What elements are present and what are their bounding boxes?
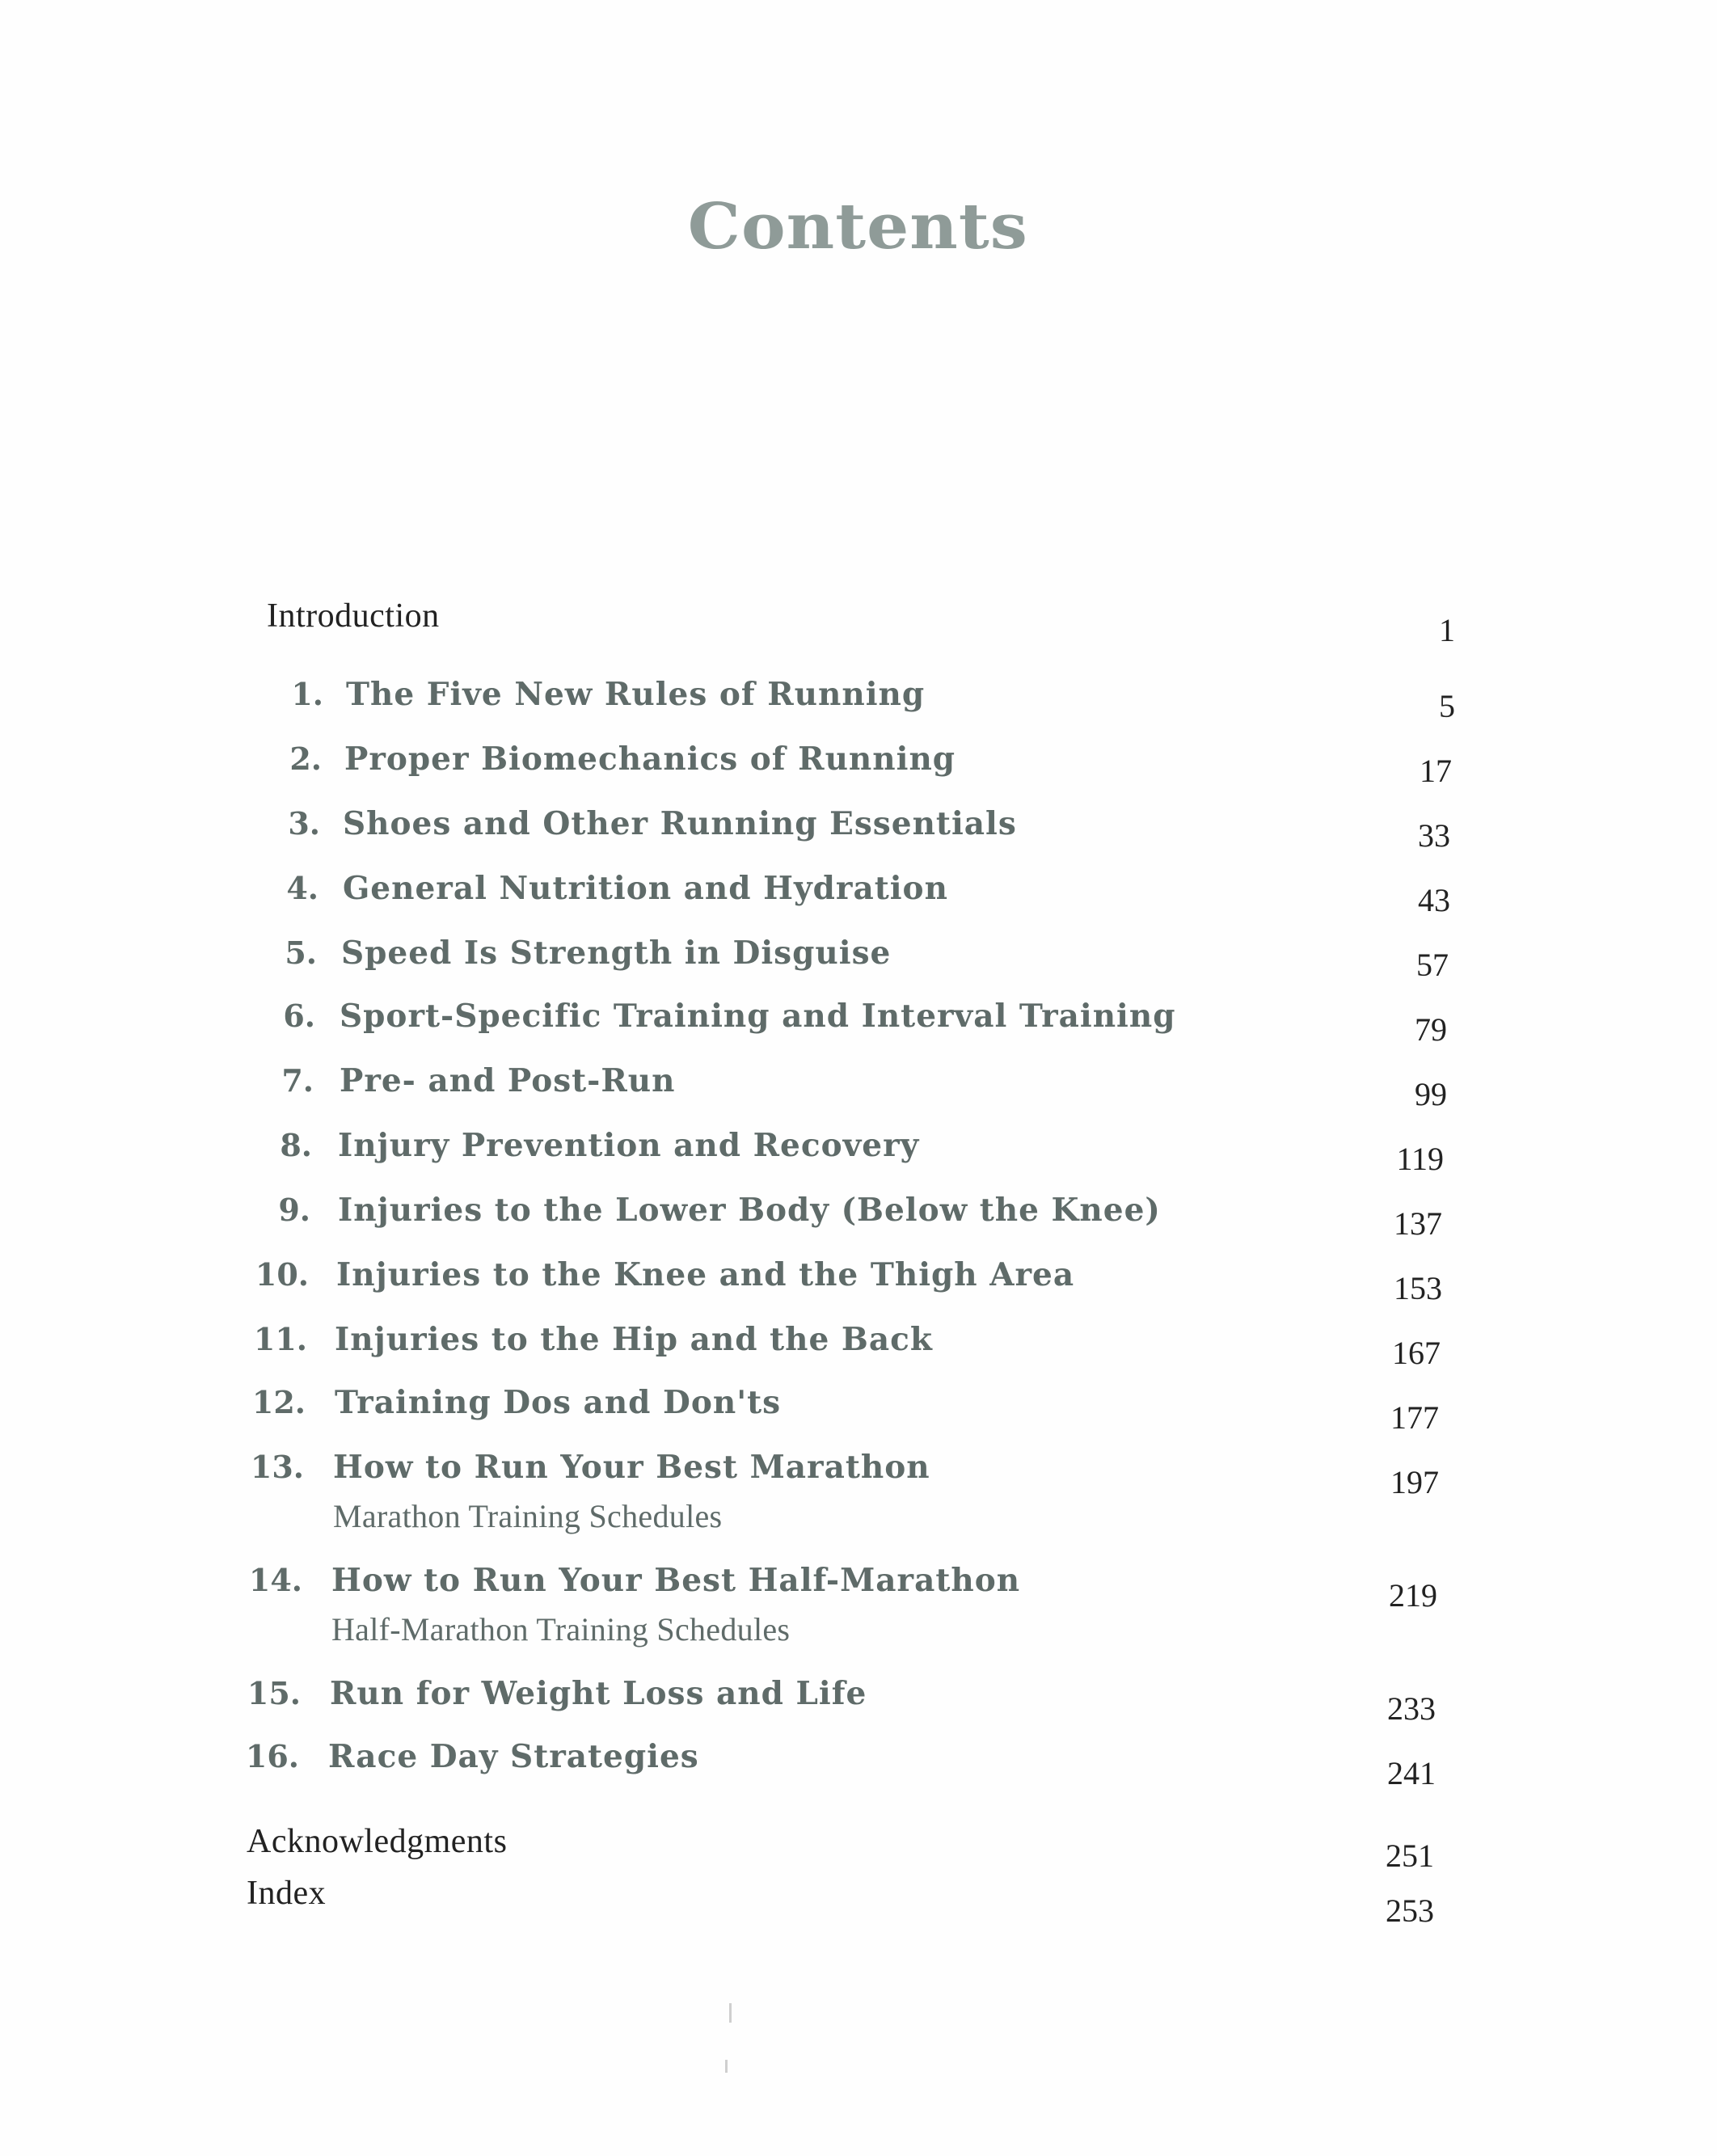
toc-intro-page: 1 <box>1439 612 1455 648</box>
chapter-subtitle: Marathon Training Schedules <box>333 1498 723 1534</box>
page-title: Contents <box>687 190 1028 264</box>
chapter-title: Sport-Specific Training and Interval Training <box>340 998 1176 1035</box>
toc-index-label: Index <box>247 1875 327 1912</box>
chapter-title: Race Day Strategies <box>328 1738 699 1775</box>
chapter-page: 197 <box>1390 1464 1439 1500</box>
chapter-number: 2. <box>289 740 322 777</box>
chapter-number: 13. <box>250 1449 304 1485</box>
chapter-number: 12. <box>251 1384 306 1420</box>
chapter-number: 1. <box>291 676 323 712</box>
scan-mark <box>725 2060 728 2073</box>
chapter-page: 177 <box>1390 1399 1439 1436</box>
chapter-page: 5 <box>1439 688 1455 724</box>
toc-acknowledgments-page: 251 <box>1386 1837 1434 1874</box>
chapter-title: The Five New Rules of Running <box>346 676 926 713</box>
chapter-page: 219 <box>1389 1577 1437 1614</box>
chapter-title: Injury Prevention and Recovery <box>338 1127 920 1164</box>
chapter-number: 9. <box>278 1192 310 1228</box>
chapter-number: 16. <box>245 1738 299 1774</box>
chapter-title: Shoes and Other Running Essentials <box>343 805 1017 842</box>
chapter-title: Pre- and Post-Run <box>340 1062 676 1099</box>
chapter-number: 5. <box>285 935 317 971</box>
chapter-page: 17 <box>1420 753 1452 789</box>
chapter-title: How to Run Your Best Half-Marathon <box>331 1562 1021 1599</box>
chapter-title: Training Dos and Don'ts <box>335 1384 782 1421</box>
chapter-page: 167 <box>1392 1335 1441 1371</box>
chapter-title: How to Run Your Best Marathon <box>333 1449 930 1486</box>
chapter-page: 99 <box>1415 1076 1447 1112</box>
toc-acknowledgments-label: Acknowledgments <box>247 1823 508 1860</box>
chapter-subtitle: Half-Marathon Training Schedules <box>331 1611 791 1648</box>
chapter-title: Proper Biomechanics of Running <box>344 740 956 778</box>
chapter-number: 3. <box>288 805 320 842</box>
chapter-number: 11. <box>253 1321 307 1357</box>
chapter-page: 57 <box>1416 947 1449 983</box>
chapter-title: Run for Weight Loss and Life <box>330 1675 867 1712</box>
chapter-title: Speed Is Strength in Disguise <box>341 935 892 972</box>
chapter-page: 43 <box>1418 882 1450 918</box>
chapter-title: Injuries to the Hip and the Back <box>335 1321 933 1358</box>
chapter-page: 137 <box>1394 1205 1442 1242</box>
chapter-page: 79 <box>1415 1011 1447 1048</box>
scan-mark <box>729 2003 732 2023</box>
chapter-page: 241 <box>1387 1755 1436 1791</box>
chapter-page: 153 <box>1394 1270 1442 1306</box>
chapter-number: 4. <box>286 870 319 906</box>
chapter-title: General Nutrition and Hydration <box>343 870 948 907</box>
toc-intro-label: Introduction <box>267 597 440 635</box>
chapter-number: 10. <box>255 1256 309 1293</box>
chapter-page: 233 <box>1387 1690 1436 1727</box>
chapter-number: 7. <box>281 1062 314 1099</box>
chapter-title: Injuries to the Lower Body (Below the Knee) <box>338 1192 1161 1229</box>
chapter-number: 15. <box>247 1675 301 1711</box>
chapter-number: 6. <box>283 998 315 1034</box>
chapter-page: 33 <box>1418 817 1450 854</box>
chapter-title: Injuries to the Knee and the Thigh Area <box>336 1256 1075 1293</box>
chapter-page: 119 <box>1396 1141 1444 1177</box>
chapter-number: 14. <box>248 1562 302 1598</box>
chapter-number: 8. <box>280 1127 312 1163</box>
toc-index-page: 253 <box>1386 1892 1434 1929</box>
